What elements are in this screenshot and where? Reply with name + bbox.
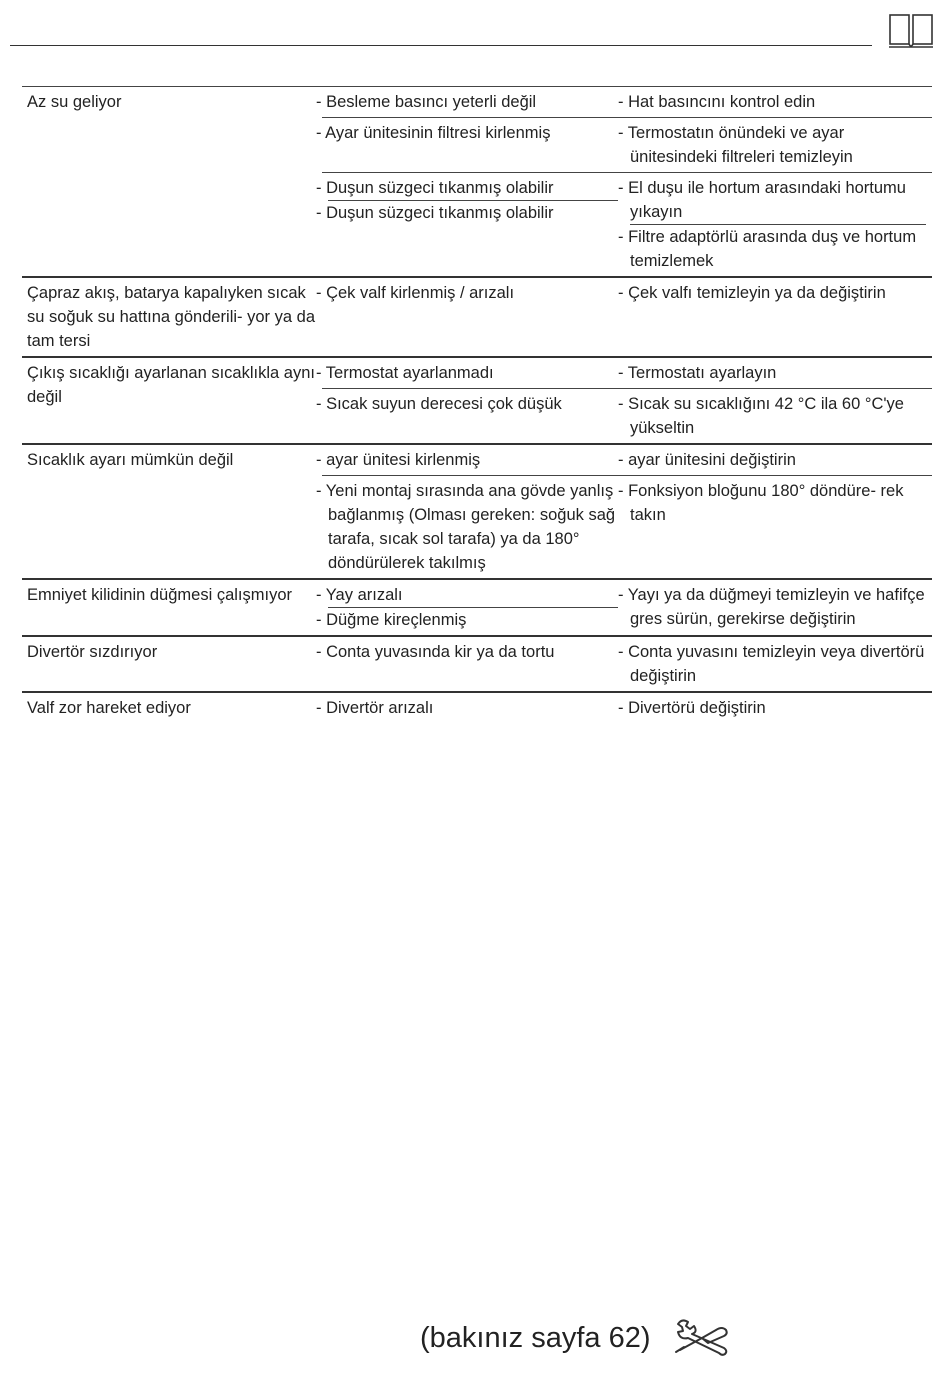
cause-text: - Divertör arızalı <box>316 699 434 717</box>
cause-solution-group <box>316 580 932 635</box>
cause-text: - Çek valf kirlenmiş / arızalı <box>316 284 515 302</box>
table-row <box>22 445 932 580</box>
cause-solution-row <box>316 445 932 475</box>
cause-cell <box>316 87 624 117</box>
cause-cell <box>316 389 624 443</box>
cause-text: - ayar ünitesi kirlenmiş <box>316 451 481 469</box>
solution-text: - Çek valfı temizleyin ya da değiştirin <box>618 284 886 302</box>
cause-solution-row <box>316 117 932 172</box>
solution-cell <box>618 358 932 388</box>
cause-text: - Yeni montaj sırasında ana gövde yanlış bağlanmış (Olması gereken: soğuk sağ tarafa, sıcak sol tarafa) ya da 180° döndürülerek takılmış <box>316 482 616 572</box>
problem-cell: Sıcaklık ayarı mümkün değil <box>27 451 234 469</box>
cause-text: - Düğme kireçlenmiş <box>328 607 618 632</box>
table-row <box>22 580 932 637</box>
solution-cell <box>618 476 932 578</box>
cause-text: - Yay arızalı <box>316 586 403 604</box>
cause-cell <box>316 580 624 635</box>
solution-text: - El duşu ile hortum arasındaki hortumu yıkayın <box>618 179 906 221</box>
table-row <box>22 693 932 723</box>
cause-cell <box>316 693 624 723</box>
solution-cell <box>618 693 932 723</box>
cause-solution-group <box>316 693 932 723</box>
cause-solution-row <box>316 87 932 117</box>
cause-solution-group <box>316 445 932 578</box>
solution-cell <box>618 445 932 475</box>
cause-cell <box>316 445 624 475</box>
solution-cell <box>618 87 932 117</box>
cause-solution-row <box>316 637 932 691</box>
cause-solution-group <box>316 87 932 276</box>
solution-text: - Termostatın önündeki ve ayar ünitesindeki filtreleri temizleyin <box>618 124 853 166</box>
cause-solution-row <box>316 278 932 308</box>
table-row <box>22 358 932 445</box>
solution-text: - Conta yuvasını temizleyin veya divertörü değiştirin <box>618 643 925 685</box>
cause-cell <box>316 476 624 578</box>
solution-cell <box>618 637 932 691</box>
solution-cell <box>618 173 932 276</box>
cause-solution-row <box>316 388 932 443</box>
cause-solution-row <box>316 580 932 635</box>
solution-text: - Sıcak su sıcaklığını 42 °C ila 60 °C'ye yükseltin <box>618 395 904 437</box>
solution-cell <box>618 278 932 308</box>
solution-text: - ayar ünitesini değiştirin <box>618 451 796 469</box>
cause-solution-row <box>316 475 932 578</box>
solution-text: - Divertörü değiştirin <box>618 699 766 717</box>
solution-cell <box>618 118 932 172</box>
cause-solution-group <box>316 637 932 691</box>
solution-text: - Termostatı ayarlayın <box>618 364 777 382</box>
troubleshooting-table <box>22 86 932 723</box>
page-reference: (bakınız sayfa 62) <box>420 1322 651 1354</box>
table-row <box>22 278 932 358</box>
cause-cell <box>316 637 624 691</box>
solution-text: - Filtre adaptörlü arasında duş ve hortum temizlemek <box>630 224 926 273</box>
problem-cell: Valf zor hareket ediyor <box>27 699 191 717</box>
book-icon <box>888 12 934 50</box>
solution-cell <box>618 389 932 443</box>
problem-cell: Emniyet kilidinin düğmesi çalışmıyor <box>27 586 293 604</box>
table-row <box>22 87 932 278</box>
cause-solution-group <box>316 278 932 356</box>
cause-text: - Besleme basıncı yeterli değil <box>316 93 537 111</box>
cause-solution-row <box>316 358 932 388</box>
cause-solution-row <box>316 693 932 723</box>
cause-cell <box>316 278 624 308</box>
problem-cell: Çıkış sıcaklığı ayarlanan sıcaklıkla aynı değil <box>27 364 315 406</box>
cause-cell <box>316 358 624 388</box>
table-row <box>22 637 932 693</box>
solution-text: - Yayı ya da düğmeyi temizleyin ve hafifçe gres sürün, gerekirse değiştirin <box>618 586 925 628</box>
problem-cell: Çapraz akış, batarya kapalıyken sıcak su soğuk su hattına gönderili- yor ya da tam tersi <box>27 284 316 350</box>
tools-icon <box>672 1316 732 1358</box>
cause-text: - Conta yuvasında kir ya da tortu <box>316 643 555 661</box>
solution-text: - Hat basıncını kontrol edin <box>618 93 816 111</box>
cause-text: - Sıcak suyun derecesi çok düşük <box>316 395 562 413</box>
cause-cell <box>316 118 624 172</box>
solution-cell <box>618 580 932 635</box>
cause-text: - Termostat ayarlanmadı <box>316 364 494 382</box>
cause-solution-row <box>316 172 932 276</box>
problem-cell: Divertör sızdırıyor <box>27 643 158 661</box>
problem-cell: Az su geliyor <box>27 93 122 111</box>
cause-cell <box>316 173 624 276</box>
cause-solution-group <box>316 358 932 443</box>
cause-text: - Duşun süzgeci tıkanmış olabilir <box>316 179 554 197</box>
cause-text: - Duşun süzgeci tıkanmış olabilir <box>328 200 618 225</box>
cause-text: - Ayar ünitesinin filtresi kirlenmiş <box>316 124 551 142</box>
header-rule <box>10 45 872 46</box>
solution-text: - Fonksiyon bloğunu 180° döndüre- rek takın <box>618 482 904 524</box>
